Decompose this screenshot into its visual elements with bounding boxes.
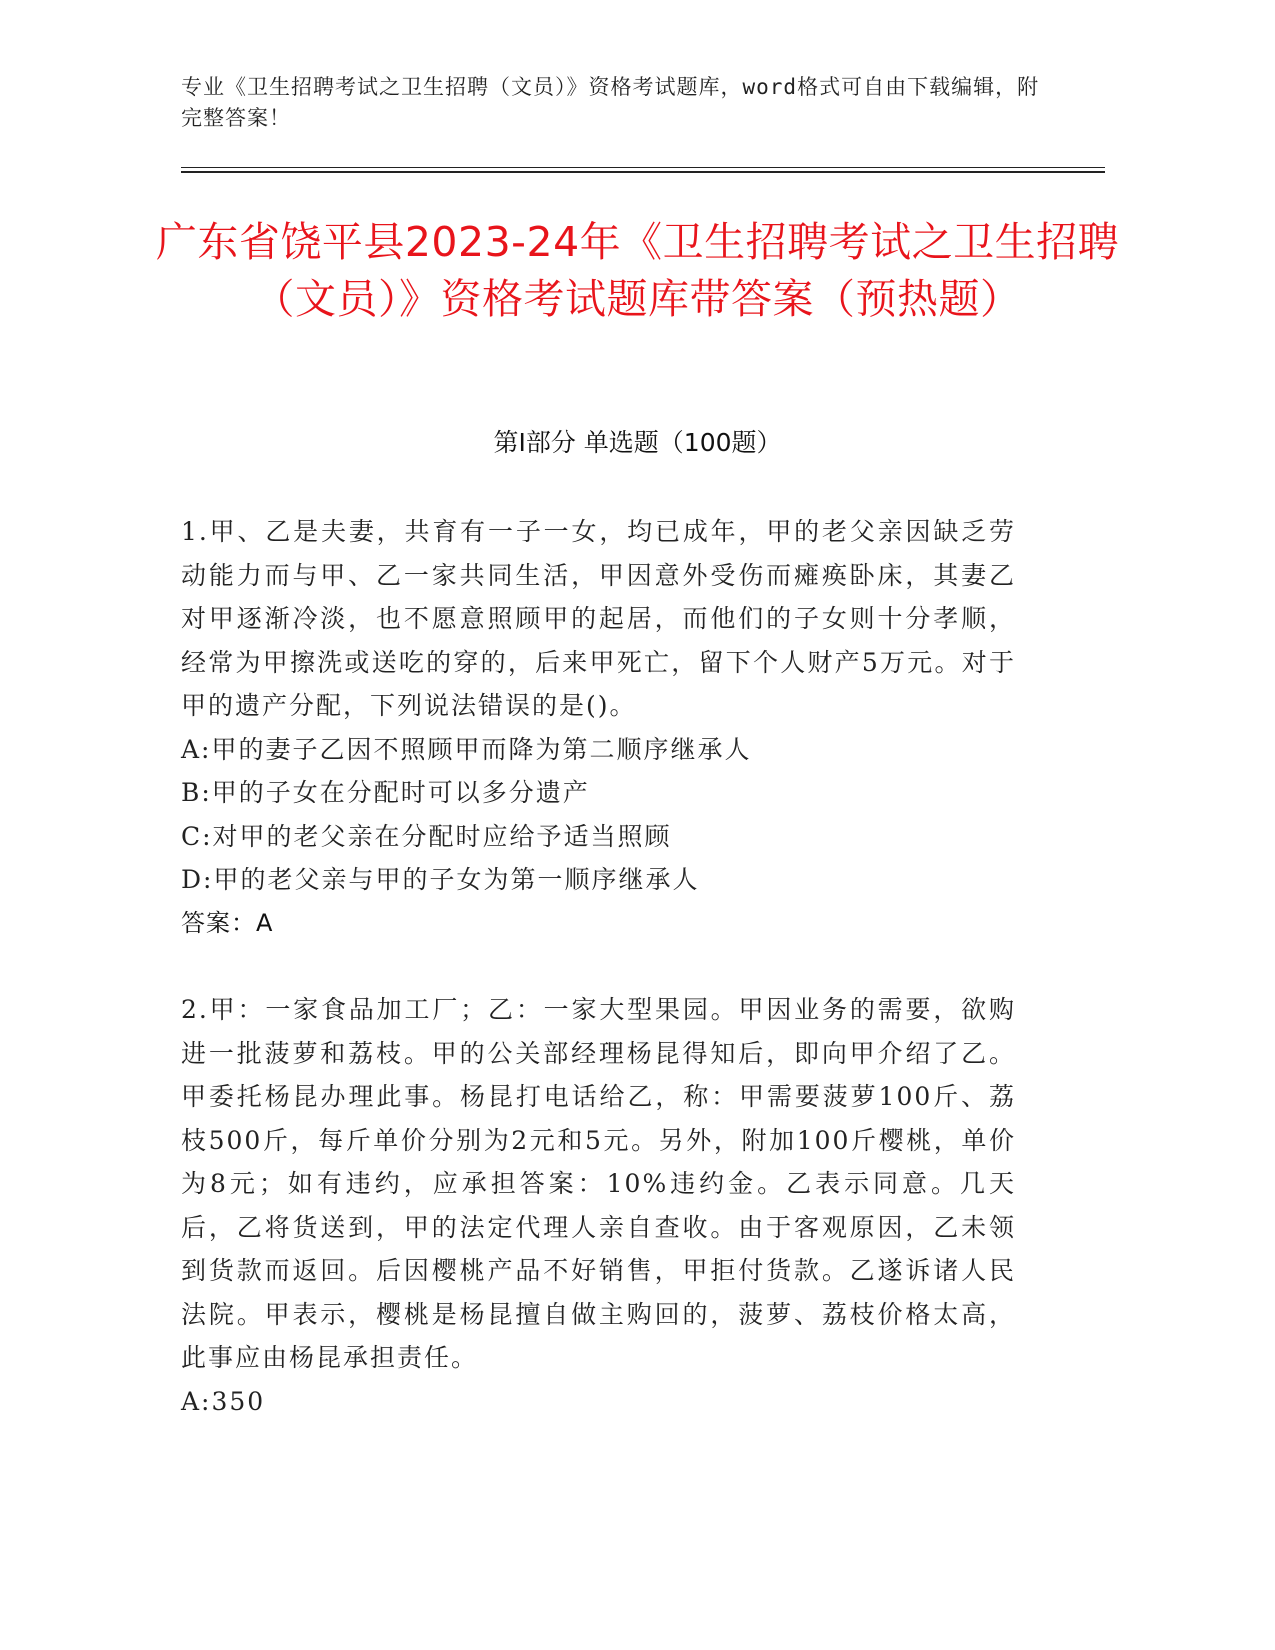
question-text: 2.甲：一家食品加工厂；乙：一家大型果园。甲因业务的需要，欲购进一批菠萝和荔枝。甲的公关部经理杨昆得知后，即向甲介绍了乙。甲委托杨昆办理此事。杨昆打电话给乙，称：甲需要菠萝100斤、荔枝500斤，每斤单价分别为2元和5元。另外，附加100斤樱桃，单价为8元；如有违约，应承担答案：10%违约金。乙表示同意。几天后，乙将货送到，甲的法定代理人亲自查收。由于客观原因，乙未领到货款而返回。后因樱桃产品不好销售，甲拒付货款。乙遂诉诸人民法院。甲表示，樱桃是杨昆擅自做主购回的，菠萝、荔枝价格太高，此事应由杨昆承担责任。 [181, 995, 1016, 1372]
question-list [181, 510, 1016, 1423]
header-divider-thick [181, 171, 1105, 173]
answer-line: 答案：A [181, 908, 274, 937]
question-item [181, 510, 1016, 945]
document-title: 广东省饶平县2023-24年《卫生招聘考试之卫生招聘（文员）》资格考试题库带答案（预热题） [155, 218, 1120, 323]
question-text: 1.甲、乙是夫妻，共育有一子一女，均已成年，甲的老父亲因缺乏劳动能力而与甲、乙一家共同生活，甲因意外受伤而瘫痪卧床，其妻乙对甲逐渐冷淡，也不愿意照顾甲的起居，而他们的子女则十分孝顺，经常为甲擦洗或送吃的穿的，后来甲死亡，留下个人财产5万元。对于甲的遗产分配，下列说法错误的是()。 [181, 517, 1016, 720]
question-item [181, 988, 1016, 1423]
option-c: C:对甲的老父亲在分配时应给予适当照顾 [181, 821, 672, 851]
header-divider-thin [181, 167, 1105, 168]
option-a: A:350 [181, 1386, 266, 1416]
section-heading: 第Ⅰ部分 单选题（100题） [493, 428, 782, 457]
option-a: A:甲的妻子乙因不照顾甲而降为第二顺序继承人 [181, 734, 752, 764]
option-b: B:甲的子女在分配时可以多分遗产 [181, 778, 590, 807]
header-note: 专业《卫生招聘考试之卫生招聘（文员）》资格考试题库，word格式可自由下载编辑，附完整答案！ [181, 75, 1040, 130]
option-d: D:甲的老父亲与甲的子女为第一顺序继承人 [181, 865, 700, 894]
